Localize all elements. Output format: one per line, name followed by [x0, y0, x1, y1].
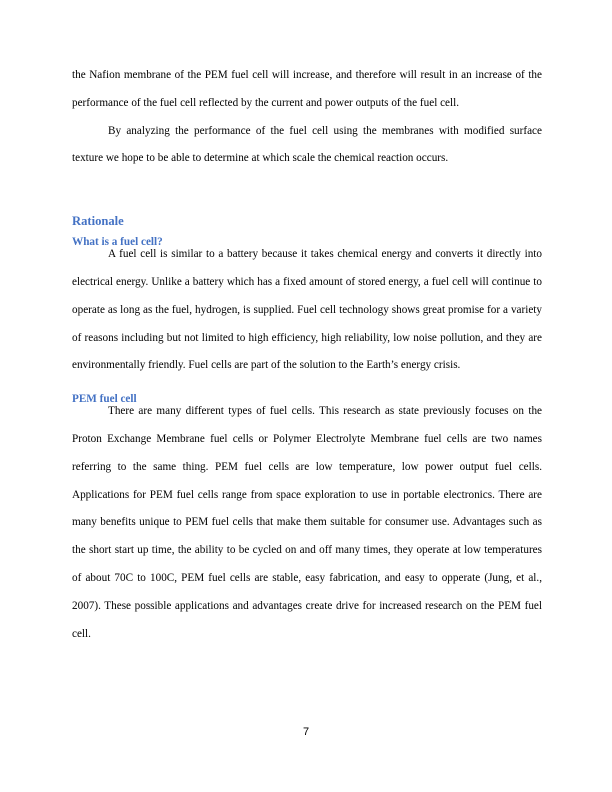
section-what-is-fuel-cell [72, 235, 542, 380]
intro-paragraph-continued: the Nafion membrane of the PEM fuel cell will increase, and therefore will result in an increase of the performance of the fuel cell reflected by the current and power outputs of the fuel cell. [72, 69, 542, 109]
page-number: 7 [302, 726, 310, 738]
document-page [72, 62, 542, 648]
pem-fuel-cell-body: There are many different types of fuel cells. This research as state previously focuses on the Proton Exchange Membrane fuel cells or Polymer Electrolyte Membrane fuel cells are two names referring to the same thing. PEM fuel cells are low temperature, low power output fuel cells. Applications for PEM fuel cells range from space exploration to use in portable electronics. There are many benefits unique to PEM fuel cells that make them suitable for consumer use. Advantages such as the short start up time, the ability to be cycled on and off many times, they operate at low temperatures of about 70C to 100C, PEM fuel cells are stable, easy fabrication, and easy to opperate (Jung, et al., 2007). These possible applications and advantages create drive for increased research on the PEM fuel cell. [72, 405, 542, 640]
section-pem-fuel-cell [72, 392, 542, 648]
rationale-heading: Rationale [72, 214, 124, 229]
intro-paragraph-approach: By analyzing the performance of the fuel cell using the membranes with modified surface texture we hope to be able to determine at which scale the chemical reaction occurs. [72, 124, 542, 165]
what-is-fuel-cell-heading: What is a fuel cell? [72, 236, 163, 249]
pem-fuel-cell-heading: PEM fuel cell [72, 393, 137, 406]
what-is-fuel-cell-body: A fuel cell is similar to a battery because it takes chemical energy and converts it directly into electrical energy. Unlike a battery which has a fixed amount of stored energy, a fuel cell will continue to operate as long as the fuel, hydrogen, is supplied. Fuel cell technology shows great promise for a variety of reasons including but not limited to high efficiency, high reliability, low noise pollution, and they are environmentally friendly. Fuel cells are part of the solution to the Earth’s energy crisis. [72, 248, 542, 372]
